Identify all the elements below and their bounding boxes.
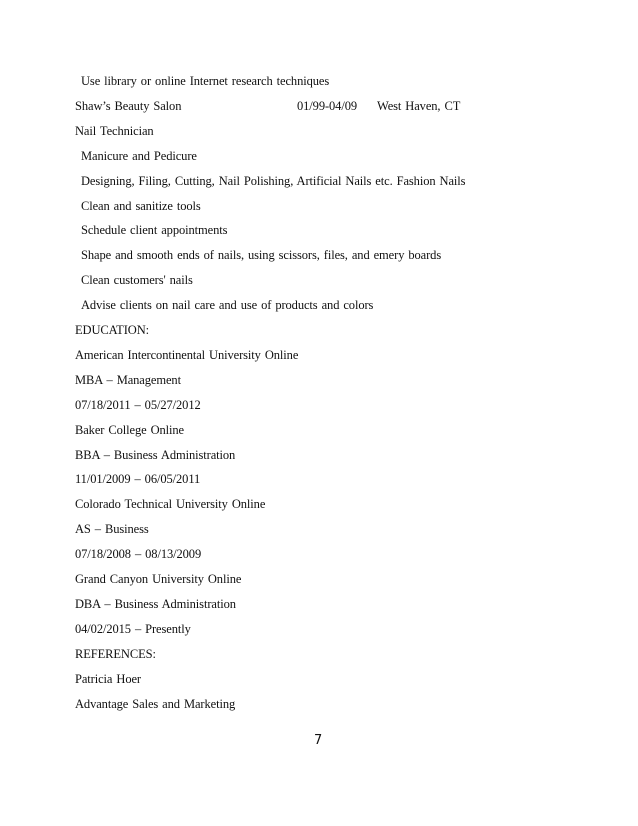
- duty-item: Clean and sanitize tools: [81, 199, 201, 213]
- employment-location: West Haven, CT: [377, 99, 461, 113]
- duty-item: Schedule client appointments: [81, 223, 228, 237]
- education-line: MBA – Management: [75, 373, 181, 387]
- employment-dates: 01/99-04/09: [297, 99, 358, 113]
- education-line: American Intercontinental University Online: [75, 348, 299, 362]
- references-heading: REFERENCES:: [75, 647, 156, 661]
- employer-name: Shaw’s Beauty Salon: [75, 99, 182, 113]
- duty-item: Clean customers' nails: [81, 273, 193, 287]
- education-line: AS – Business: [75, 522, 149, 536]
- education-line: Colorado Technical University Online: [75, 497, 266, 511]
- education-line: 07/18/2011 – 05/27/2012: [75, 398, 201, 412]
- reference-company: Advantage Sales and Marketing: [75, 697, 236, 711]
- duty-item: Manicure and Pedicure: [81, 149, 197, 163]
- education-line: DBA – Business Administration: [75, 597, 236, 611]
- job-header-row: [75, 98, 535, 114]
- page-number: 7: [314, 733, 323, 748]
- reference-name: Patricia Hoer: [75, 672, 141, 686]
- education-line: Grand Canyon University Online: [75, 572, 242, 586]
- education-heading: EDUCATION:: [75, 323, 149, 337]
- duty-item: Shape and smooth ends of nails, using scissors, files, and emery boards: [81, 248, 442, 262]
- education-line: 11/01/2009 – 06/05/2011: [75, 472, 201, 486]
- education-line: Baker College Online: [75, 423, 184, 437]
- duty-item: Advise clients on nail care and use of products and colors: [81, 298, 374, 312]
- education-line: 07/18/2008 – 08/13/2009: [75, 547, 202, 561]
- job-title: Nail Technician: [75, 124, 154, 138]
- research-item: Use library or online Internet research techniques: [81, 74, 330, 88]
- education-line: BBA – Business Administration: [75, 448, 236, 462]
- duty-item: Designing, Filing, Cutting, Nail Polishing, Artificial Nails etc. Fashion Nails: [81, 174, 466, 188]
- education-line: 04/02/2015 – Presently: [75, 622, 191, 636]
